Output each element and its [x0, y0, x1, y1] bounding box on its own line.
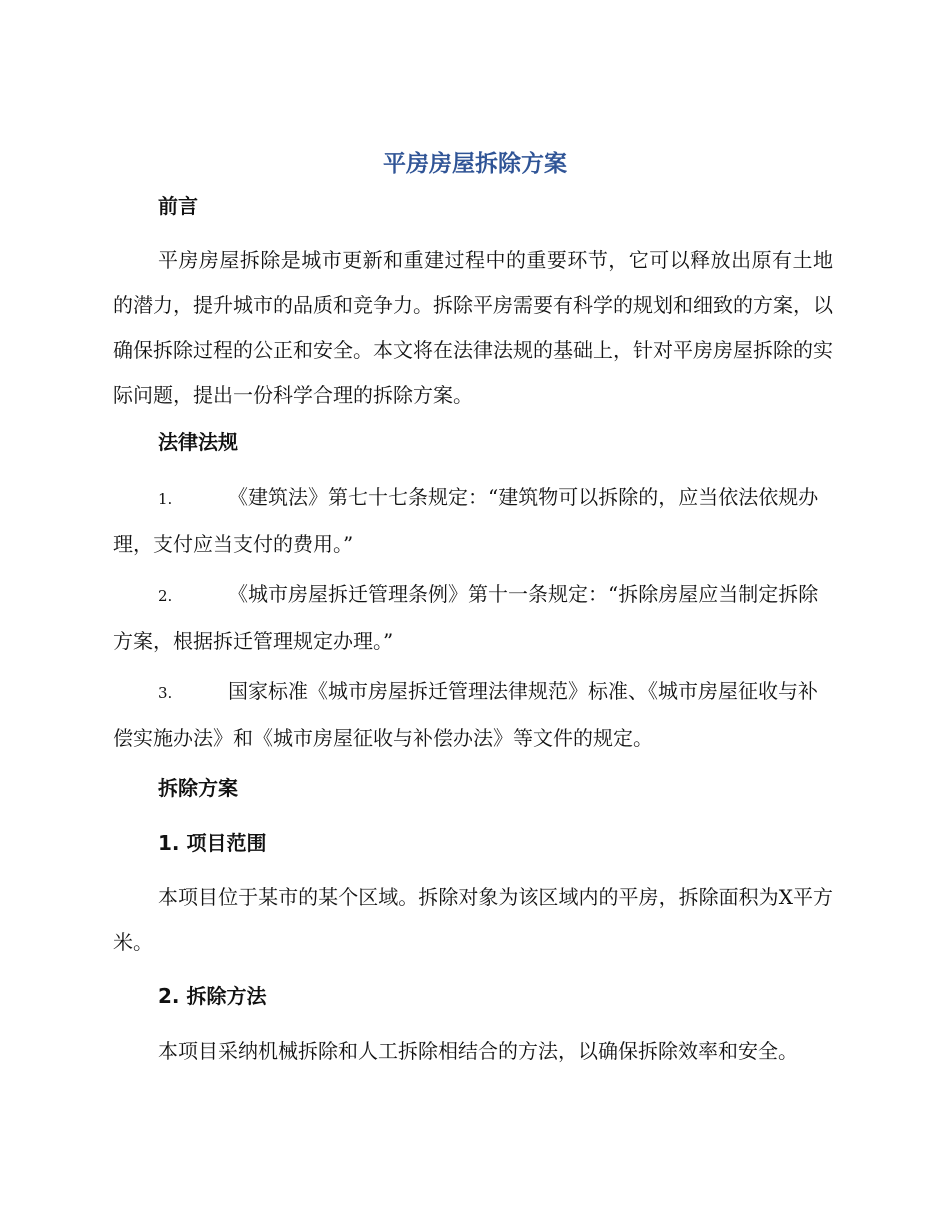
law-item-text: 《建筑法》第七十七条规定：“建筑物可以拆除的，应当依法依规办理，支付应当支付的费用。” [113, 485, 819, 556]
method-heading: 2. 拆除方法 [158, 984, 267, 1008]
document-title: 平房房屋拆除方案 [383, 151, 567, 177]
method-paragraph: 本项目采纳机械拆除和人工拆除相结合的方法，以确保拆除效率和安全。 [158, 1039, 798, 1063]
law-item-1 [113, 475, 833, 567]
preface-heading: 前言 [158, 194, 198, 218]
law-item-number: 3. [158, 684, 173, 702]
law-item-text: 国家标准《城市房屋拆迁管理法律规范》标准、《城市房屋征收与补偿实施办法》和《城市房屋征收与补偿办法》等文件的规定。 [113, 679, 818, 750]
law-item-number: 1. [158, 490, 173, 508]
scope-paragraph: 本项目位于某市的某个区域。拆除对象为该区域内的平房，拆除面积为X平方米。 [113, 885, 833, 954]
plan-heading: 拆除方案 [158, 776, 238, 800]
law-item-text: 《城市房屋拆迁管理条例》第十一条规定：“拆除房屋应当制定拆除方案，根据拆迁管理规定办理。” [113, 582, 819, 653]
preface-paragraph: 平房房屋拆除是城市更新和重建过程中的重要环节，它可以释放出原有土地的潜力，提升城市的品质和竞争力。拆除平房需要有科学的规划和细致的方案，以确保拆除过程的公正和安全。本文将在法律法规的基础上，针对平房房屋拆除的实际问题，提出一份科学合理的拆除方案。 [113, 248, 833, 407]
scope-heading: 1. 项目范围 [158, 831, 267, 855]
law-item-2 [113, 572, 833, 664]
law-item-number: 2. [158, 587, 173, 605]
law-heading: 法律法规 [158, 430, 238, 454]
law-item-3 [113, 669, 833, 761]
